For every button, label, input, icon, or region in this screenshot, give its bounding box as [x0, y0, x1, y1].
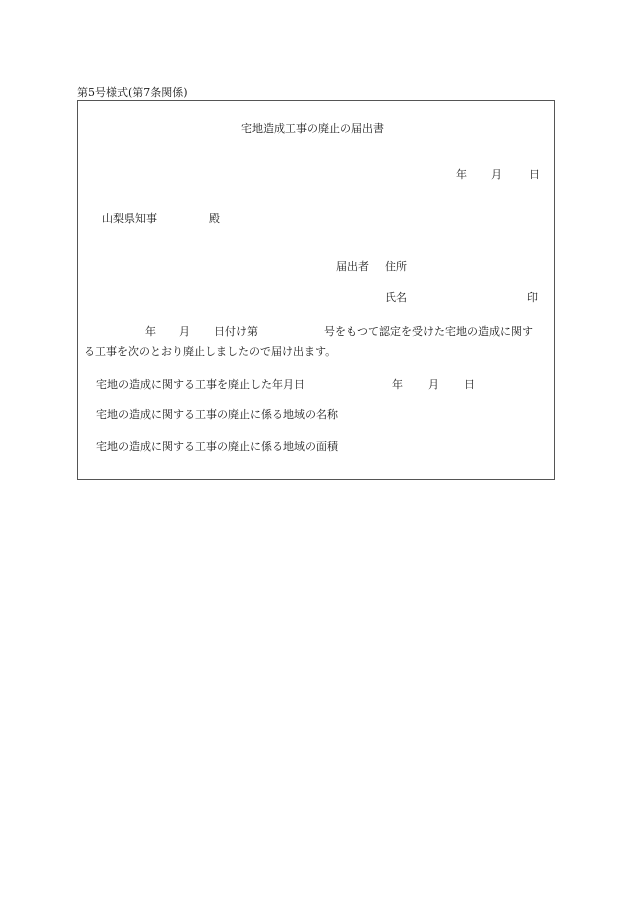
form-frame — [77, 100, 555, 480]
seal-mark: 印 — [527, 291, 538, 304]
abolition-year-label: 年 — [392, 378, 403, 391]
honorific: 殿 — [209, 212, 220, 225]
body-number-text: 号をもつて認定を受けた宅地の造成に関す — [324, 325, 533, 338]
body-text-line2: る工事を次のとおり廃止しましたので届け出ます。 — [84, 345, 337, 358]
abolition-day-label: 日 — [464, 378, 475, 391]
date-year-label: 年 — [456, 168, 467, 181]
abolition-month-label: 月 — [428, 378, 439, 391]
date-month-label: 月 — [491, 168, 502, 181]
body-month-label: 月 — [179, 325, 190, 338]
area-size-label: 宅地の造成に関する工事の廃止に係る地域の面積 — [96, 440, 338, 453]
body-date-text: 日付け第 — [214, 325, 258, 338]
area-name-label: 宅地の造成に関する工事の廃止に係る地域の名称 — [96, 408, 338, 421]
addressee: 山梨県知事 — [102, 212, 157, 225]
address-label: 住所 — [385, 260, 407, 273]
abolition-date-label: 宅地の造成に関する工事を廃止した年月日 — [96, 378, 305, 391]
form-number: 第5号様式(第7条関係) — [77, 86, 188, 99]
form-title: 宅地造成工事の廃止の届出書 — [241, 122, 384, 135]
name-label: 氏名 — [385, 291, 407, 304]
body-year-label: 年 — [145, 325, 156, 338]
notifier-label: 届出者 — [336, 260, 369, 273]
date-day-label: 日 — [529, 168, 540, 181]
